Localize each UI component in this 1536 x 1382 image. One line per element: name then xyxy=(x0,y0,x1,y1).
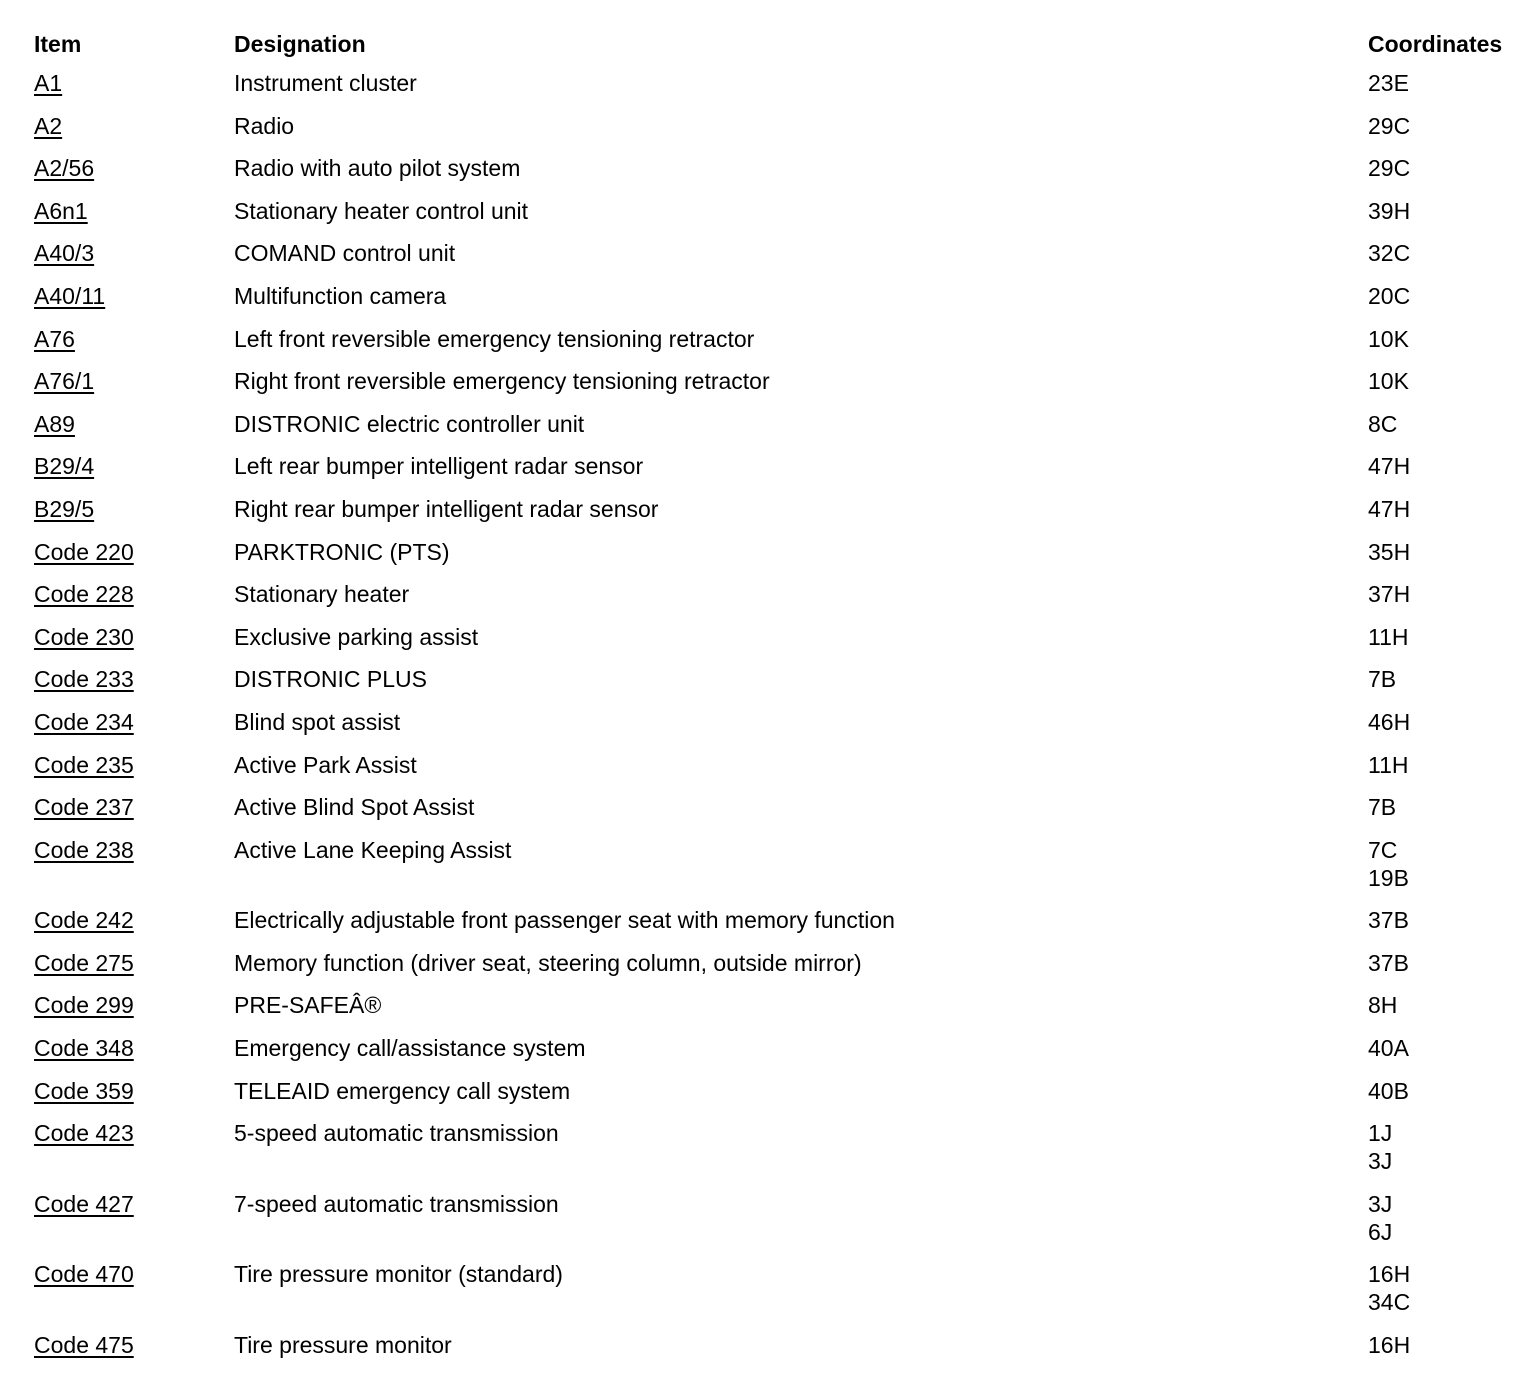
coordinate-value: 23E xyxy=(1368,70,1409,96)
designation-cell: DISTRONIC electric controller unit xyxy=(234,410,585,437)
item-cell xyxy=(34,991,234,1019)
coordinate-value: 8H xyxy=(1368,992,1398,1019)
coordinates-cell xyxy=(1368,665,1524,693)
item-link[interactable]: Code 238 xyxy=(34,836,134,863)
designation-cell: PRE-SAFEÂ® xyxy=(234,992,382,1019)
coordinates-cell xyxy=(1368,1260,1524,1316)
designation-cell: Radio with auto pilot system xyxy=(234,155,521,182)
coordinates-cell xyxy=(1368,410,1524,438)
item-cell xyxy=(34,197,234,225)
table-row xyxy=(34,409,1524,452)
table-row xyxy=(34,1118,1524,1189)
coordinates-cell xyxy=(1368,708,1524,736)
designation-cell: Right rear bumper intelligent radar sensor xyxy=(234,495,659,522)
table-row xyxy=(34,948,1524,991)
coordinates-cell xyxy=(1368,69,1524,97)
coordinate-value: 47H xyxy=(1368,453,1411,480)
coordinate-value: 47H xyxy=(1368,495,1411,522)
item-link[interactable]: Code 423 xyxy=(34,1120,134,1147)
item-link[interactable]: A6n1 xyxy=(34,197,88,224)
item-link[interactable]: Code 228 xyxy=(34,581,134,608)
table-row xyxy=(34,1330,1524,1373)
item-cell xyxy=(34,325,234,353)
item-link[interactable]: A40/3 xyxy=(34,240,95,267)
item-cell xyxy=(34,1190,234,1218)
item-cell xyxy=(34,708,234,736)
item-link[interactable]: A89 xyxy=(34,410,75,437)
coordinates-cell xyxy=(1368,325,1524,353)
item-cell xyxy=(34,580,234,608)
designation-cell: Active Lane Keeping Assist xyxy=(234,836,512,863)
coordinates-cell xyxy=(1368,1034,1524,1062)
designation-cell: Tire pressure monitor (standard) xyxy=(234,1261,563,1288)
item-cell xyxy=(34,906,234,934)
table-row xyxy=(34,1076,1524,1119)
coordinates-cell xyxy=(1368,580,1524,608)
coordinate-value: 29C xyxy=(1368,155,1411,182)
item-link[interactable]: A76/1 xyxy=(34,368,95,395)
table-row xyxy=(34,111,1524,154)
coordinate-value: 20C xyxy=(1368,282,1411,309)
designation-cell: DISTRONIC PLUS xyxy=(234,666,427,693)
designation-cell: Right front reversible emergency tensioning retractor xyxy=(234,368,770,395)
designation-cell: Stationary heater control unit xyxy=(234,197,529,224)
table-row xyxy=(34,1033,1524,1076)
coordinates-cell xyxy=(1368,949,1524,977)
item-cell xyxy=(34,1331,234,1359)
designation-cell: Active Blind Spot Assist xyxy=(234,794,475,821)
item-link[interactable]: Code 233 xyxy=(34,666,134,693)
item-cell xyxy=(34,793,234,821)
table-row xyxy=(34,153,1524,196)
item-link[interactable]: Code 470 xyxy=(34,1261,134,1288)
designation-cell: Electrically adjustable front passenger seat with memory function xyxy=(234,907,895,934)
coordinates-cell xyxy=(1368,836,1524,892)
table-row xyxy=(34,1259,1524,1330)
coordinate-value: 29C xyxy=(1368,112,1411,139)
table-row xyxy=(34,537,1524,580)
coordinate-value: 1J xyxy=(1368,1120,1393,1147)
coordinate-value: 19B xyxy=(1368,864,1409,891)
table-row xyxy=(34,196,1524,239)
item-link[interactable]: A2 xyxy=(34,112,63,139)
item-cell xyxy=(34,1119,234,1147)
coordinate-value: 40A xyxy=(1368,1035,1409,1062)
coordinates-cell xyxy=(1368,991,1524,1019)
item-cell xyxy=(34,69,234,97)
table-row xyxy=(34,835,1524,906)
coordinate-value: 40B xyxy=(1368,1077,1409,1104)
item-cell xyxy=(34,836,234,864)
item-link[interactable]: A2/56 xyxy=(34,155,95,182)
table-row xyxy=(34,579,1524,622)
coordinates-cell xyxy=(1368,538,1524,566)
item-cell xyxy=(34,239,234,267)
coordinates-cell xyxy=(1368,623,1524,651)
coordinate-value: 8C xyxy=(1368,410,1398,437)
header-designation: Designation xyxy=(234,31,366,57)
designation-cell: TELEAID emergency call system xyxy=(234,1077,571,1104)
item-cell xyxy=(34,538,234,566)
table-header xyxy=(34,26,1524,68)
coordinate-value: 16H xyxy=(1368,1332,1411,1359)
table-row xyxy=(34,990,1524,1033)
table-row xyxy=(34,451,1524,494)
item-link[interactable]: B29/4 xyxy=(34,453,95,480)
item-link[interactable]: A1 xyxy=(34,70,63,96)
coordinates-cell xyxy=(1368,367,1524,395)
item-cell xyxy=(34,1077,234,1105)
table-row xyxy=(34,622,1524,665)
item-cell xyxy=(34,452,234,480)
coordinate-value: 6J xyxy=(1368,1218,1393,1245)
coordinates-cell xyxy=(1368,1119,1524,1175)
header-item: Item xyxy=(34,31,82,57)
designation-cell: Tire pressure monitor xyxy=(234,1332,452,1359)
coordinate-value: 10K xyxy=(1368,325,1409,352)
designation-cell: 5-speed automatic transmission xyxy=(234,1120,559,1147)
item-cell xyxy=(34,1260,234,1288)
coordinates-cell xyxy=(1368,197,1524,225)
coordinate-value: 34C xyxy=(1368,1289,1411,1316)
coordinate-value: 10K xyxy=(1368,368,1409,395)
coordinates-cell xyxy=(1368,154,1524,182)
coordinate-value: 7B xyxy=(1368,794,1397,821)
coordinate-value: 37H xyxy=(1368,581,1411,608)
coordinates-cell xyxy=(1368,793,1524,821)
coordinate-value: 16H xyxy=(1368,1261,1411,1288)
item-link[interactable]: Code 220 xyxy=(34,538,134,565)
item-link[interactable]: Code 235 xyxy=(34,751,134,778)
table-row xyxy=(34,68,1524,111)
item-cell xyxy=(34,154,234,182)
table-row xyxy=(34,1189,1524,1260)
component-legend-table xyxy=(34,26,1524,1373)
coordinate-value: 37B xyxy=(1368,949,1409,976)
item-cell xyxy=(34,623,234,651)
item-link[interactable]: A76 xyxy=(34,325,75,352)
item-link[interactable]: Code 230 xyxy=(34,623,134,650)
item-link[interactable]: B29/5 xyxy=(34,495,95,522)
designation-cell: Stationary heater xyxy=(234,581,410,608)
coordinate-value: 39H xyxy=(1368,197,1411,224)
item-cell xyxy=(34,665,234,693)
designation-cell: Exclusive parking assist xyxy=(234,623,479,650)
coordinate-value: 35H xyxy=(1368,538,1411,565)
designation-cell: Blind spot assist xyxy=(234,708,401,735)
designation-cell: Left rear bumper intelligent radar sensor xyxy=(234,453,644,480)
item-link[interactable]: Code 427 xyxy=(34,1190,134,1217)
item-link[interactable]: Code 348 xyxy=(34,1035,134,1062)
coordinates-cell xyxy=(1368,1077,1524,1105)
item-link[interactable]: Code 237 xyxy=(34,794,134,821)
coordinate-value: 11H xyxy=(1368,751,1409,778)
coordinate-value: 46H xyxy=(1368,708,1411,735)
item-link[interactable]: Code 234 xyxy=(34,708,134,735)
item-cell xyxy=(34,282,234,310)
coordinate-value: 3J xyxy=(1368,1190,1393,1217)
table-row xyxy=(34,750,1524,793)
table-row xyxy=(34,238,1524,281)
item-cell xyxy=(34,949,234,977)
item-cell xyxy=(34,367,234,395)
coordinates-cell xyxy=(1368,1190,1524,1246)
item-cell xyxy=(34,112,234,140)
designation-cell: Multifunction camera xyxy=(234,282,447,309)
item-link[interactable]: Code 299 xyxy=(34,992,134,1019)
table-row xyxy=(34,281,1524,324)
coordinate-value: 7B xyxy=(1368,666,1397,693)
table-row xyxy=(34,324,1524,367)
item-link[interactable]: A40/11 xyxy=(34,282,106,309)
table-row xyxy=(34,366,1524,409)
item-cell xyxy=(34,751,234,779)
item-link[interactable]: Code 275 xyxy=(34,949,134,976)
designation-cell: Left front reversible emergency tensioning retractor xyxy=(234,325,755,352)
designation-cell: 7-speed automatic transmission xyxy=(234,1190,559,1217)
designation-cell: Memory function (driver seat, steering column, outside mirror) xyxy=(234,949,862,976)
table-row xyxy=(34,905,1524,948)
coordinate-value: 37B xyxy=(1368,907,1409,934)
coordinates-cell xyxy=(1368,112,1524,140)
table-row xyxy=(34,494,1524,537)
item-link[interactable]: Code 359 xyxy=(34,1077,134,1104)
table-row xyxy=(34,664,1524,707)
designation-cell: COMAND control unit xyxy=(234,240,456,267)
coordinates-cell xyxy=(1368,282,1524,310)
item-cell xyxy=(34,1034,234,1062)
designation-cell: Active Park Assist xyxy=(234,751,417,778)
coordinates-cell xyxy=(1368,452,1524,480)
designation-cell: Instrument cluster xyxy=(234,70,417,96)
item-link[interactable]: Code 242 xyxy=(34,907,134,934)
coordinate-value: 3J xyxy=(1368,1148,1393,1175)
designation-cell: PARKTRONIC (PTS) xyxy=(234,538,450,565)
coordinates-cell xyxy=(1368,751,1524,779)
item-link[interactable]: Code 475 xyxy=(34,1332,134,1359)
coordinates-cell xyxy=(1368,1331,1524,1359)
item-cell xyxy=(34,410,234,438)
coordinates-cell xyxy=(1368,906,1524,934)
table-row xyxy=(34,792,1524,835)
coordinates-cell xyxy=(1368,239,1524,267)
table-body xyxy=(34,68,1524,1373)
table-row xyxy=(34,707,1524,750)
header-coordinates: Coordinates xyxy=(1368,31,1503,57)
coordinates-cell xyxy=(1368,495,1524,523)
coordinate-value: 32C xyxy=(1368,240,1411,267)
coordinate-value: 7C xyxy=(1368,836,1398,863)
coordinate-value: 11H xyxy=(1368,623,1409,650)
item-cell xyxy=(34,495,234,523)
designation-cell: Radio xyxy=(234,112,295,139)
designation-cell: Emergency call/assistance system xyxy=(234,1035,586,1062)
